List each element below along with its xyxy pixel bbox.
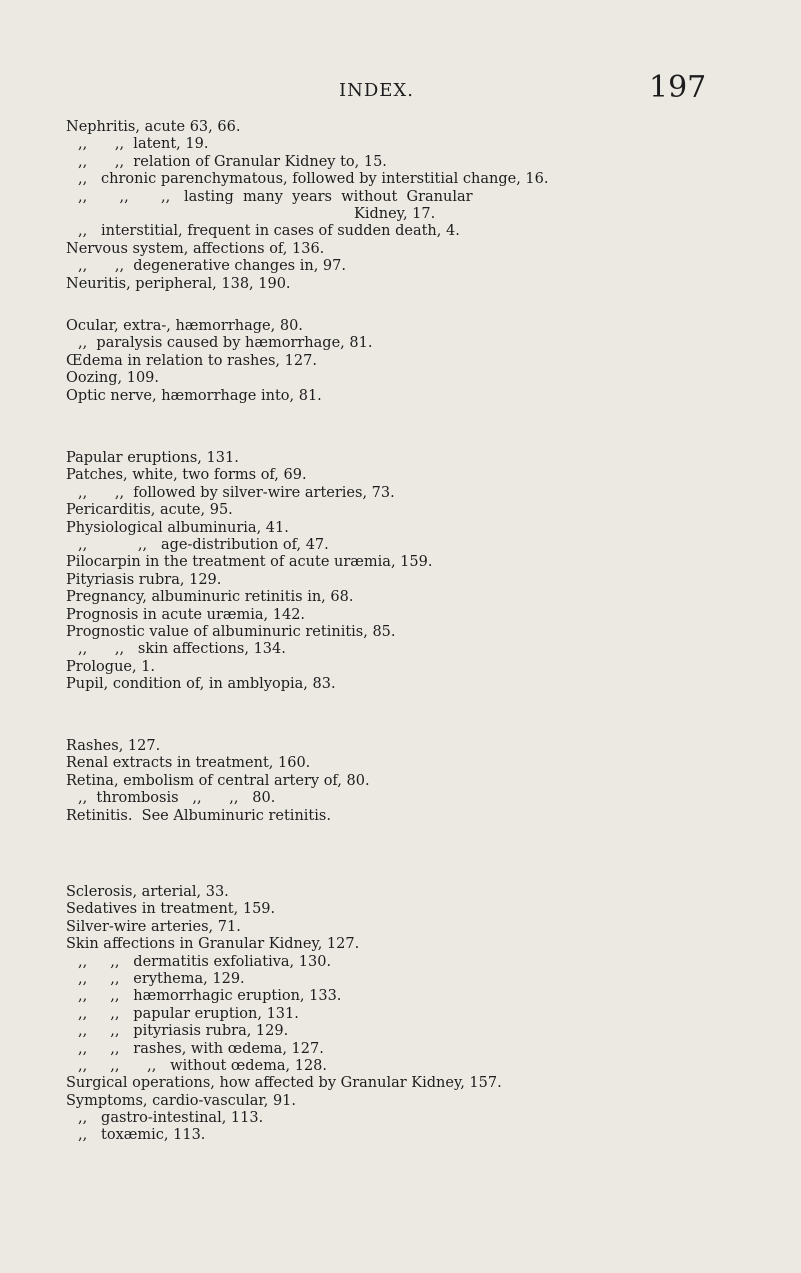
index-entry: Neuritis, peripheral, 138, 190. [66,275,291,292]
index-entry: Prologue, 1. [66,658,156,675]
index-entry: ,, ,, latent, 19. [78,136,209,153]
index-entry: Sclerosis, arterial, 33. [66,884,229,900]
index-entry: Rashes, 127. [66,738,161,754]
index-entry: ,, ,, erythema, 129. [78,970,245,987]
index-entry: ,, paralysis caused by hæmorrhage, 81. [78,335,373,352]
index-entry: ,, ,, age-distribution of, 47. [78,536,329,553]
index-entry: Oozing, 109. [66,370,160,387]
index-entry: ,, ,, rashes, with œdema, 127. [78,1040,324,1057]
index-entry: ,, ,, degenerative changes in, 97. [78,258,346,275]
index-entry: Optic nerve, hæmorrhage into, 81. [66,387,322,404]
index-entry: Nephritis, acute 63, 66. [66,119,241,135]
index-entry: ,, thrombosis ,, ,, 80. [78,790,276,807]
index-entry: Surgical operations, how affected by Granular Kidney, 157. [66,1075,502,1092]
index-entry: Patches, white, two forms of, 69. [66,467,307,484]
index-entry: Kidney, 17. [354,205,436,222]
index-entry: ,, toxæmic, 113. [78,1127,206,1144]
index-entry: ,, ,, papular eruption, 131. [78,1005,299,1022]
index-entry: ,, ,, hæmorrhagic eruption, 133. [78,988,342,1005]
index-entry: ,, ,, pityriasis rubra, 129. [78,1023,289,1040]
index-entry: Nervous system, affections of, 136. [66,240,325,257]
index-section-p [66,450,786,693]
index-entry: ,, ,, relation of Granular Kidney to, 15. [78,153,387,170]
index-section-r [66,738,786,825]
index-entry: ,, ,, dermatitis exfoliativa, 130. [78,953,332,970]
index-entry: Pityriasis rubra, 129. [66,571,222,588]
index-entry: Pilocarpin in the treatment of acute uræmia, 159. [66,554,433,571]
index-entry: Renal extracts in treatment, 160. [66,755,311,772]
index-entry: ,, ,, ,, lasting many years without Granular [78,188,473,205]
index-section-n [66,119,786,293]
index-entry: Pupil, condition of, in amblyopia, 83. [66,676,336,693]
index-entry: Pericarditis, acute, 95. [66,502,233,519]
index-entry: ,, chronic parenchymatous, followed by interstitial change, 16. [78,171,549,188]
index-entry: Œdema in relation to rashes, 127. [66,352,317,369]
index-section-o [66,318,786,405]
index-entry: ,, ,, followed by silver-wire arteries, 73. [78,484,395,501]
index-entry: Retinitis. See Albuminuric retinitis. [66,807,331,824]
index-entry: Sedatives in treatment, 159. [66,901,276,918]
index-entry: ,, gastro-intestinal, 113. [78,1110,264,1127]
index-entry: Silver-wire arteries, 71. [66,918,241,935]
index-entry: Prognosis in acute uræmia, 142. [66,606,306,623]
index-entry: Ocular, extra-, hæmorrhage, 80. [66,318,303,334]
index-entry: Prognostic value of albuminuric retinitis, 85. [66,623,396,640]
running-header-title: INDEX. [339,80,414,101]
index-entry: Papular eruptions, 131. [66,450,239,466]
index-entry: Symptoms, cardio-vascular, 91. [66,1092,297,1109]
index-entry: Pregnancy, albuminuric retinitis in, 68. [66,589,354,606]
index-entry: Retina, embolism of central artery of, 80. [66,772,370,789]
index-entry: Skin affections in Granular Kidney, 127. [66,936,360,953]
index-entry: ,, interstitial, frequent in cases of sudden death, 4. [78,223,460,240]
index-entry: Physiological albuminuria, 41. [66,519,289,536]
page-number: 197 [649,70,707,105]
index-entry: ,, ,, ,, without œdema, 128. [78,1057,327,1074]
index-entry: ,, ,, skin affections, 134. [78,641,286,658]
index-section-s [66,884,786,1145]
